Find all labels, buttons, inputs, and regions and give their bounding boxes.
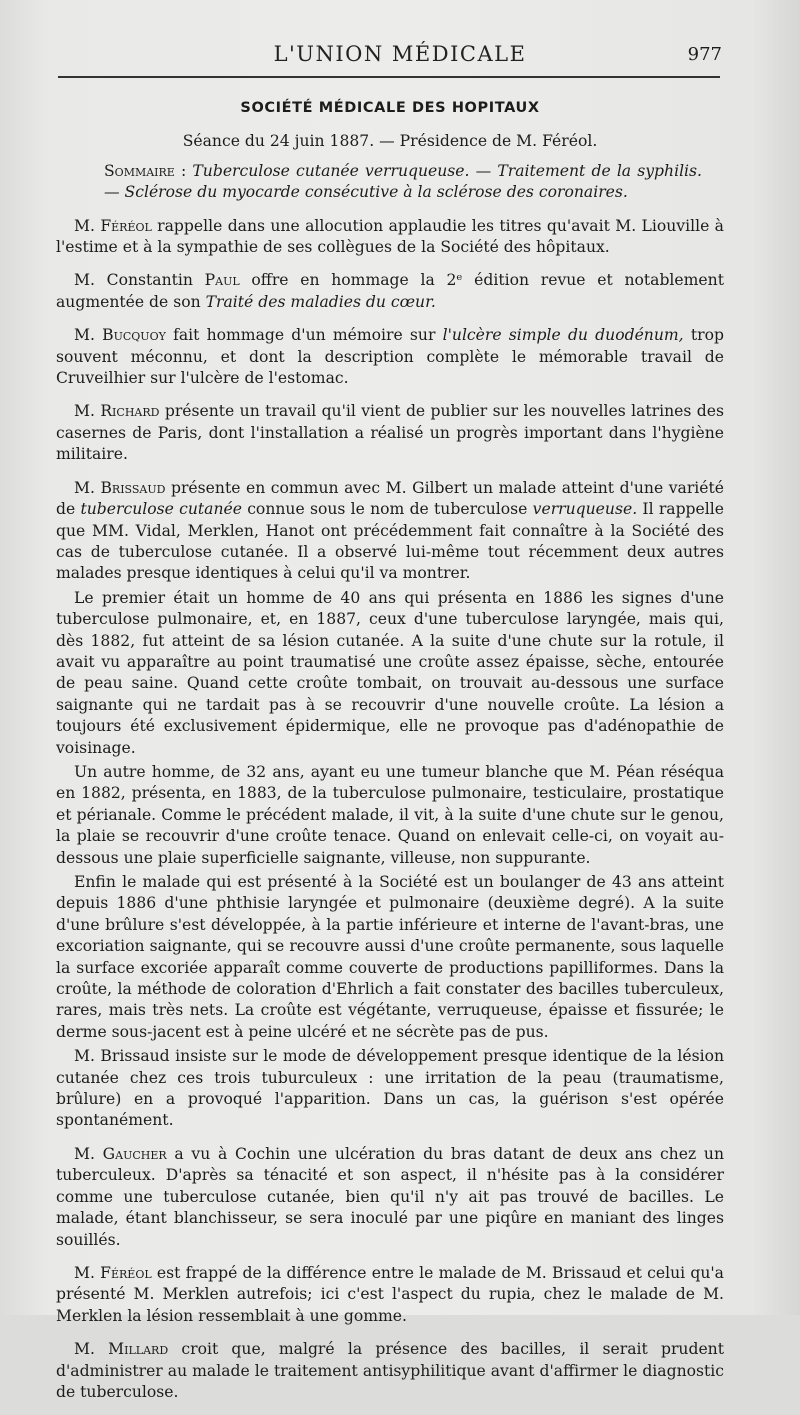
paragraph-third-patient: Enfin le malade qui est présenté à la Société est un boulanger de 43 ans atteint depuis 1886 d'une phthisie laryngée et pulmonaire (deuxième degré). A la suite d'une brûlure s'est développée, à la partie inférieure et interne de l'avant-bras, une excoriation saignante, qui se recouvre aussi d'une croûte permanente, sous laquelle la surface excoriée apparaît comme couverte de productions papilliformes. Dans la croûte, la méthode de coloration d'Ehrlich a fait constater des bacilles tuberculeux, rares, mais très nets. La croûte est végétante, verruqueuse, épaisse et fissurée; le derme sous-jacent est à peine ulcéré et ne sécrète pas de pus. <box>56 873 724 1041</box>
summary-label: Sommaire : <box>104 161 187 180</box>
header-rule <box>58 76 720 78</box>
speaker-name: Richard <box>100 402 160 421</box>
speaker-name: Bucquoy <box>102 326 166 345</box>
paragraph-text: est frappé de la différence entre le malade de M. Brissaud et celui qu'a présenté M. Merklen autrefois; ici c'est l'aspect du rupia, chez le malade de M. Merklen la lésion ressemblait à une gomme. <box>56 1263 724 1325</box>
paragraph-text: a vu à Cochin une ulcération du bras datant de deux ans chez un tuberculeux. D'après sa ténacité et son aspect, il n'hésite pas à la considérer comme une tuberculose cutanée, bien qu'il n'y ait pas trouvé de bacilles. Le malade, étant blanchisseur, se sera inoculé par une piqûre en maniant des linges souillés. <box>56 1144 724 1249</box>
paragraph-text: trop souvent méconnu, et dont la description complète le mémorable travail de Cruveilhier sur l'ulcère de l'estomac. <box>56 326 724 388</box>
paragraph-text: croit que, malgré la présence des bacilles, il serait prudent d'administrer au malade le traitement antisyphilitique avant d'affirmer le diagnostic de tuberculose. <box>56 1340 724 1401</box>
paragraph-text: fait hommage d'un mémoire sur <box>173 326 436 345</box>
paragraph-text: présente un travail qu'il vient de publier sur les nouvelles latrines des casernes de Paris, dont l'installation a réalisé un progrès important dans l'hygiène militaire. <box>56 402 724 464</box>
speaker-name: Gaucher <box>102 1144 167 1163</box>
paragraph-millard <box>56 1339 724 1403</box>
italic-term: verruqueuse. <box>532 500 638 519</box>
paragraph-first-patient: Le premier était un homme de 40 ans qui présenta en 1886 les signes d'une tuberculose pulmonaire, et, en 1887, ceux d'une tuberculose laryngée, mais qui, dès 1882, fut atteint de sa lésion cutanée. A la suite d'une chute sur la rotule, il avait vu apparaître au point traumatisé une croûte assez épaisse, sèche, entourée de peau saine. Quand cette croûte tombait, on trouvait au-dessous une surface saignante qui ne tardait pas à se recouvrir d'une nouvelle croûte. La lésion a toujours été exclusivement épidermique, elle ne provoque pas d'adénopathie de voisinage. <box>56 588 724 757</box>
page-number: 977 <box>687 44 722 65</box>
paragraph-text: rappelle dans une allocution applaudie les titres qu'avait M. Liouville à l'estime et à la sympathie de ses collègues de la Société des hôpitaux. <box>56 216 724 257</box>
speaker-name: Paul <box>204 271 240 290</box>
book-title: Traité des maladies du cœur. <box>205 292 436 311</box>
m-prefix: M. <box>74 1340 95 1359</box>
m-prefix: M. <box>74 402 95 421</box>
paragraph-text: connue sous le nom de tuberculose <box>247 500 528 519</box>
m-prefix: M. <box>74 1263 95 1282</box>
paragraph-richard-latrines <box>56 401 724 465</box>
paragraph-bucquoy-hommage <box>56 325 724 389</box>
m-prefix: M. <box>74 271 95 290</box>
paragraph-ferol-allocution <box>56 216 724 259</box>
speaker-name: Féréol <box>100 1263 152 1282</box>
paragraph-gaucher <box>56 1144 724 1251</box>
m-prefix: M. <box>74 326 95 345</box>
speaker-name: Millard <box>108 1340 169 1359</box>
paragraph-paul-hommage <box>56 270 724 313</box>
summary-block <box>56 161 724 204</box>
speaker-name: Féréol <box>100 216 152 235</box>
paragraph-text: présente en commun avec M. Gilbert un malade atteint d'une variété de <box>56 478 724 519</box>
italic-term: tuberculose cutanée <box>80 500 242 519</box>
memoir-title: l'ulcère simple du duodénum, <box>442 326 684 345</box>
paragraph-text: Il rappelle que MM. Vidal, Merklen, Hanot ont précédemment fait connaître à la Société des cas de tuberculose cutanée. Il a observé lui-même tout récemment deux autres malades presque identiques à celui qu'il va montrer. <box>56 500 724 583</box>
paragraph-brissaud-presentation <box>56 478 724 585</box>
paragraph-text: offre en hommage la 2ᵉ édition revue et notablement augmentée de son <box>56 271 724 311</box>
m-prefix: M. <box>74 216 95 235</box>
paragraph-brissaud-conclusion: M. Brissaud insiste sur le mode de développement presque identique de la lésion cutanée chez ces trois tuburculeux : une irritation de la peau (traumatisme, brûlure) en a provoqué l'apparition. Dans un cas, la guérison s'est opérée spontanément. <box>56 1047 724 1130</box>
m-prefix: M. <box>74 1144 95 1163</box>
summary-topics: Tuberculose cutanée verruqueuse. — Traitement de la syphilis. — Sclérose du myocarde consécutive à la sclérose des coronaires. <box>104 161 702 202</box>
section-heading: SOCIÉTÉ MÉDICALE DES HOPITAUX <box>240 100 540 116</box>
article-body <box>56 98 724 1415</box>
paragraph-second-patient: Un autre homme, de 32 ans, ayant eu une tumeur blanche que M. Péan réséqua en 1882, présenta, en 1883, de la tuberculose pulmonaire, testiculaire, prostatique et périanale. Comme le précédent malade, il vit, à la suite d'une chute sur le genou, la plaie se recouvrir d'une croûte tenace. Quand on enlevait celle-ci, on voyait au-dessous une plaie superficielle saignante, villeuse, non suppurante. <box>56 762 724 867</box>
journal-title: L'UNION MÉDICALE <box>273 42 527 66</box>
running-header <box>0 40 800 72</box>
session-line: Séance du 24 juin 1887. — Présidence de M. Féréol. <box>182 132 598 151</box>
paragraph-ferol-difference <box>56 1263 724 1327</box>
m-prefix: M. <box>74 478 95 497</box>
speaker-name: Brissaud <box>100 478 166 497</box>
speaker-name-pre: Constantin <box>106 271 205 290</box>
